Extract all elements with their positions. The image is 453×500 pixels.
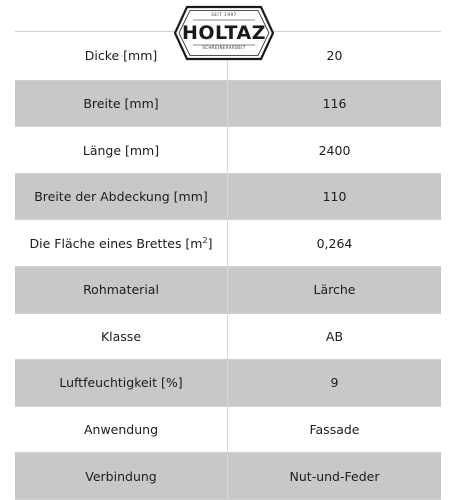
table-row: [15, 453, 441, 500]
spec-label: Breite [mm]: [15, 80, 228, 127]
spec-value: Lärche: [228, 266, 442, 313]
table-row: [15, 220, 441, 267]
logo-sub-text: SCHREINERARBEIT: [202, 45, 246, 50]
spec-label: [15, 220, 228, 267]
spec-value: AB: [228, 313, 442, 360]
table-row: [15, 127, 441, 174]
spec-table: [15, 31, 441, 500]
spec-label: Länge [mm]: [15, 127, 228, 174]
table-row: [15, 360, 441, 407]
holtaz-logo: [173, 5, 275, 61]
spec-value: Nut-und-Feder: [228, 453, 442, 500]
spec-value: Fassade: [228, 406, 442, 453]
table-row: [15, 266, 441, 313]
table-row: [15, 80, 441, 127]
table-row: [15, 173, 441, 220]
spec-value: 2400: [228, 127, 442, 174]
spec-label: Breite der Abdeckung [mm]: [15, 173, 228, 220]
spec-label: Dicke [mm]: [15, 32, 228, 81]
spec-value: 116: [228, 80, 442, 127]
spec-label: Anwendung: [15, 406, 228, 453]
spec-value: 9: [228, 360, 442, 407]
spec-label-end: ]: [207, 235, 213, 251]
spec-value: 110: [228, 173, 442, 220]
table-row: [15, 313, 441, 360]
spec-label: Klasse: [15, 313, 228, 360]
spec-label: Luftfeuchtigkeit [%]: [15, 360, 228, 407]
spec-value: 0,264: [228, 220, 442, 267]
spec-value: 20: [228, 32, 442, 81]
table-row: [15, 406, 441, 453]
spec-label-superscript: 2: [202, 235, 208, 245]
spec-label-main: Die Fläche eines Brettes [m: [29, 235, 203, 251]
spec-label: Verbindung: [15, 453, 228, 500]
logo-est-text: SEIT 1997: [211, 12, 237, 17]
logo-brand-text: HOLTAZ: [182, 22, 266, 44]
spec-label: Rohmaterial: [15, 266, 228, 313]
